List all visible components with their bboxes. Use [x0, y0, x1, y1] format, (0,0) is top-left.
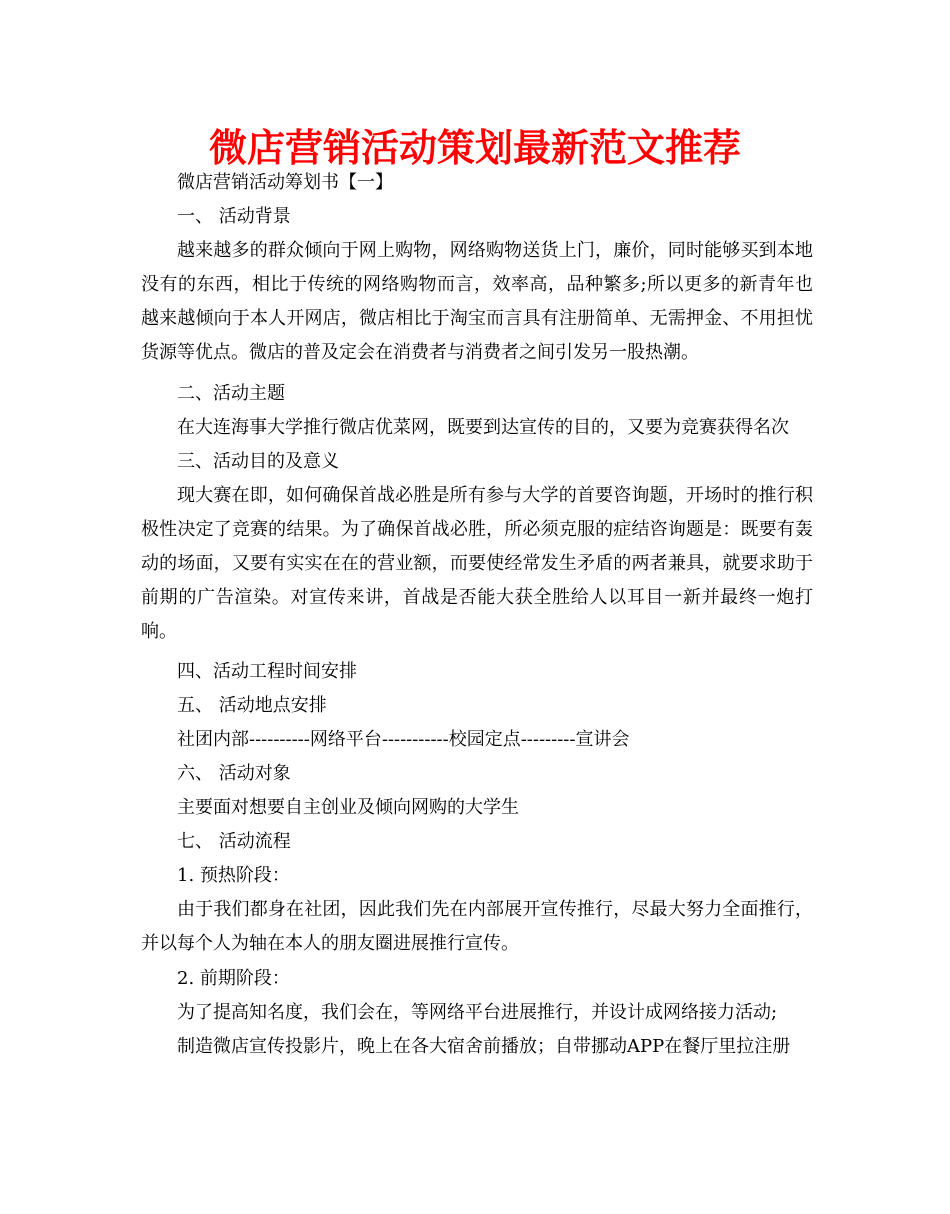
section-body-location: 社团内部----------网络平台-----------校园定点---------宣讲会	[177, 729, 630, 750]
section-heading-purpose: 三、活动目的及意义	[177, 451, 339, 472]
section-body-background: 越来越多的群众倾向于网上购物，网络购物送货上门，廉价，同时能够买到本地没有的东西，相比于传统的网络购物而言，效率高，品种繁多;所以更多的新青年也越来越倾向于本人开网店，微店相比于淘宝而言具有注册简单、无需押金、不用担忧货源等优点。微店的普及定会在消费者与消费者之间引发另一股热潮。	[141, 240, 813, 363]
step-body-early-line2: 制造微店宣传投影片，晚上在各大宿舍前播放；自带挪动APP在餐厅里拉注册	[177, 1036, 791, 1057]
step-heading-early: 2. 前期阶段：	[177, 968, 290, 989]
step-body-warmup: 由于我们都身在社团，因此我们先在内部展开宣传推行，尽最大努力全面推行，并以每个人为轴在本人的朋友圈进展推行宣传。	[141, 899, 813, 954]
section-heading-background: 一、 活动背景	[177, 206, 291, 227]
section-body-theme: 在大连海事大学推行微店优菜网，既要到达宣传的目的，又要为竞赛获得名次	[177, 417, 789, 438]
section-heading-theme: 二、活动主题	[177, 383, 285, 404]
section-heading-schedule: 四、活动工程时间安排	[177, 661, 357, 682]
document-subtitle: 微店营销活动筹划书【一】	[177, 172, 393, 193]
section-heading-process: 七、 活动流程	[177, 831, 291, 852]
section-heading-location: 五、 活动地点安排	[177, 695, 327, 716]
section-body-purpose: 现大赛在即，如何确保首战必胜是所有参与大学的首要咨询题，开场时的推行积极性决定了竞赛的结果。为了确保首战必胜，所必须克服的症结咨询题是：既要有轰动的场面，又要有实实在在的营业额，而要使经常发生矛盾的两者兼具，就要求助于前期的广告渲染。对宣传来讲，首战是否能大获全胜给人以耳目一新并最终一炮打响。	[141, 485, 813, 642]
section-heading-audience: 六、 活动对象	[177, 763, 291, 784]
section-body-audience: 主要面对想要自主创业及倾向网购的大学生	[177, 797, 519, 818]
step-heading-warmup: 1. 预热阶段：	[177, 865, 290, 886]
document-title: 微店营销活动策划最新范文推荐	[208, 126, 741, 170]
step-body-early-line1: 为了提高知名度，我们会在，等网络平台进展推行，并设计成网络接力活动;	[177, 1002, 778, 1023]
